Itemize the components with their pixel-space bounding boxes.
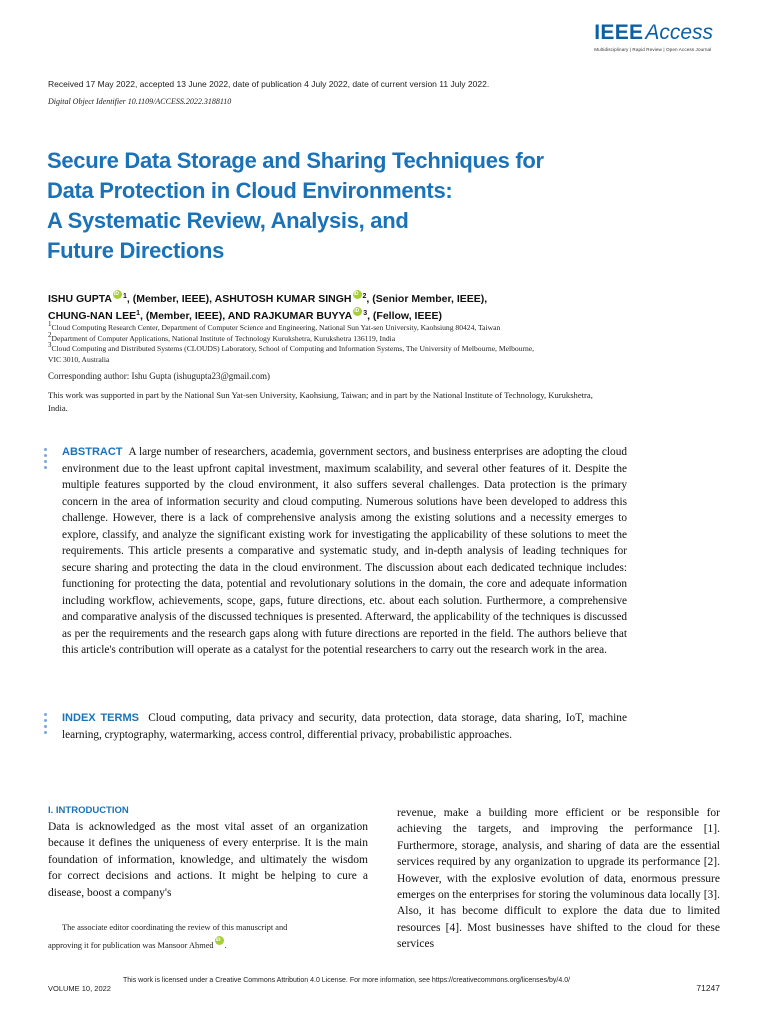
logo-ieee: IEEE <box>594 21 644 44</box>
orcid-icon[interactable] <box>215 936 224 945</box>
section-heading: I. INTRODUCTION <box>48 805 129 816</box>
logo-access: Access <box>645 21 713 44</box>
footnote-text: approving it for publication was Mansoor Ahmed <box>48 940 214 950</box>
affiliation-line <box>48 330 618 345</box>
received-dates: Received 17 May 2022, accepted 13 June 2022, date of publication 4 July 2022, date of current version 11 July 2022. <box>48 79 490 89</box>
abstract-text: A large number of researchers, academia, government sectors, and business enterprises are adopting the cloud environment due to the least upfront capital investment, maximum scalability, and several other features of it. Despite the multiple features supported by the cloud environment, it also suffers several challenges. Data protection is the primary concern in the area of information security and cloud computing. Numerous solutions have been developed to address this challenge. However, there is a lack of comprehensive analysis among the existing solutions and a necessity emerges to explore, classify, and analyze the significant existing work for investigating the applicability of these solutions to meet the requirements. This article presents a comparative and systematic study, and in-depth analysis of leading techniques for secure sharing and protecting the data in the cloud environment. The discussion about each dedicated technique includes: functioning for protecting the data, potential and revolutionary solutions in the domain, the core and adequate information including workflow, achievements, scope, gaps, future directions, etc. about each solution. Furthermore, a comprehensive and comparative analysis of the discussed techniques is presented. Afterward, the applicability of the techniques is discussed as per the requirements and the research gaps along with future directions are reported in the field. The authors believe that this article's contribution will operate as a catalyst for the potential researchers to carry out the research work in the area. <box>62 446 627 656</box>
doi: Digital Object Identifier 10.1109/ACCESS.2022.3188110 <box>48 97 232 106</box>
logo-tagline: Multidisciplinary | Rapid Review | Open Access Journal <box>594 47 712 52</box>
author-role: , (Member, IEEE), <box>126 293 215 305</box>
footnote-line-2 <box>48 936 370 954</box>
abstract <box>62 444 627 659</box>
affiliation-text: Cloud Computing Research Center, Department of Computer Science and Engineering, National Sun Yat-sen University, Kaohsiung 80424, Taiwan <box>51 323 501 332</box>
author-affil-sup: 1 <box>122 293 127 300</box>
title-line: Secure Data Storage and Sharing Techniques for <box>47 148 544 173</box>
affiliation-sup: 2 <box>48 330 52 339</box>
affiliation-sup: 3 <box>48 341 52 350</box>
footer-volume: VOLUME 10, 2022 <box>48 984 111 993</box>
column-right <box>397 805 720 953</box>
affiliation-line <box>48 341 618 355</box>
intro-paragraph-left: Data is acknowledged as the most vital asset of an organization because it defines the uniqueness of every enterprise. It is the main foundation of information, knowledge, and ultimately the wisdom for correct decisions and actions. It might be helping to cure a disease, boost a company's <box>48 821 368 899</box>
footer-license[interactable]: This work is licensed under a Creative Commons Attribution 4.0 License. For more information, see https://creativecommons.org/licenses/by/4.0/ <box>123 977 571 984</box>
column-left <box>48 805 368 901</box>
title-line: Data Protection in Cloud Environments: <box>47 178 453 203</box>
corresponding-author: Corresponding author: Ishu Gupta (ishugupta23@gmail.com) <box>48 371 271 381</box>
affiliation-text: Cloud Computing and Distributed Systems (CLOUDS) Laboratory, School of Computing and Information Systems, The University of Melbourne, Melbourne, <box>51 344 535 354</box>
author-affil-sup: 3 <box>363 310 368 317</box>
affiliations <box>48 320 618 365</box>
orcid-icon[interactable] <box>353 290 362 299</box>
editor-footnote <box>48 920 370 953</box>
title-line: A Systematic Review, Analysis, and <box>47 208 409 233</box>
affiliation-text: Department of Computer Applications, National Institute of Technology Kurukshetra, Kurukshetra 136119, India <box>51 333 396 343</box>
footnote-line: The associate editor coordinating the review of this manuscript and <box>62 923 288 932</box>
journal-logo <box>594 22 713 52</box>
author-role: , (Senior Member, IEEE), <box>366 293 488 305</box>
orcid-icon[interactable] <box>353 307 362 316</box>
affiliation-line <box>48 355 618 366</box>
index-terms-label: INDEX TERMS <box>62 712 139 724</box>
author-list <box>48 290 487 324</box>
author-name: RAJKUMAR BUYYA <box>253 310 353 322</box>
affiliation-text: VIC 3010, Australia <box>48 354 110 364</box>
author-name: ASHUTOSH KUMAR SINGH <box>214 293 352 305</box>
title-line: Future Directions <box>47 238 225 263</box>
section-dots-icon <box>44 448 50 472</box>
funding-statement: This work was supported in part by the National Sun Yat-sen University, Kaohsiung, Taiwan; and in part by the National Institute of Technology, Kurukshetra, India. <box>48 390 593 413</box>
index-terms <box>62 710 627 743</box>
paper-title <box>47 146 647 266</box>
intro-paragraph-right: revenue, make a building more efficient or be responsible for achieving the targets, and improving the performance [1]. Furthermore, storage, analysis, and sharing of data are the essential services required by any organization to upgrade its performance [2]. However, with the explosive evolution of data, enormous pressure emerges on the enterprises for storing the voluminous data locally [3]. Also, it has become difficult to explore the data due to limited resources [4]. Most businesses have shifted to the cloud for these services <box>397 807 720 951</box>
abstract-label: ABSTRACT <box>62 446 123 458</box>
footnote-end: . <box>224 940 227 950</box>
affiliation-line <box>48 320 618 334</box>
author-name: CHUNG-NAN LEE <box>48 310 137 322</box>
author-role: , (Fellow, IEEE) <box>367 310 442 322</box>
author-name: ISHU GUPTA <box>48 293 112 305</box>
orcid-icon[interactable] <box>113 290 122 299</box>
affiliation-sup: 1 <box>48 320 52 328</box>
page-number: 71247 <box>696 983 720 993</box>
author-affil-sup: 2 <box>362 293 367 300</box>
author-role: , (Member, IEEE), AND <box>140 310 254 322</box>
author-affil-sup: 1 <box>136 310 140 317</box>
index-terms-text: Cloud computing, data privacy and security, data protection, data storage, data sharing, IoT, machine learning, cryptography, watermarking, access control, differential privacy, probabilistic approaches. <box>62 712 627 741</box>
page-footer <box>48 977 720 997</box>
section-dots-icon <box>44 713 50 737</box>
